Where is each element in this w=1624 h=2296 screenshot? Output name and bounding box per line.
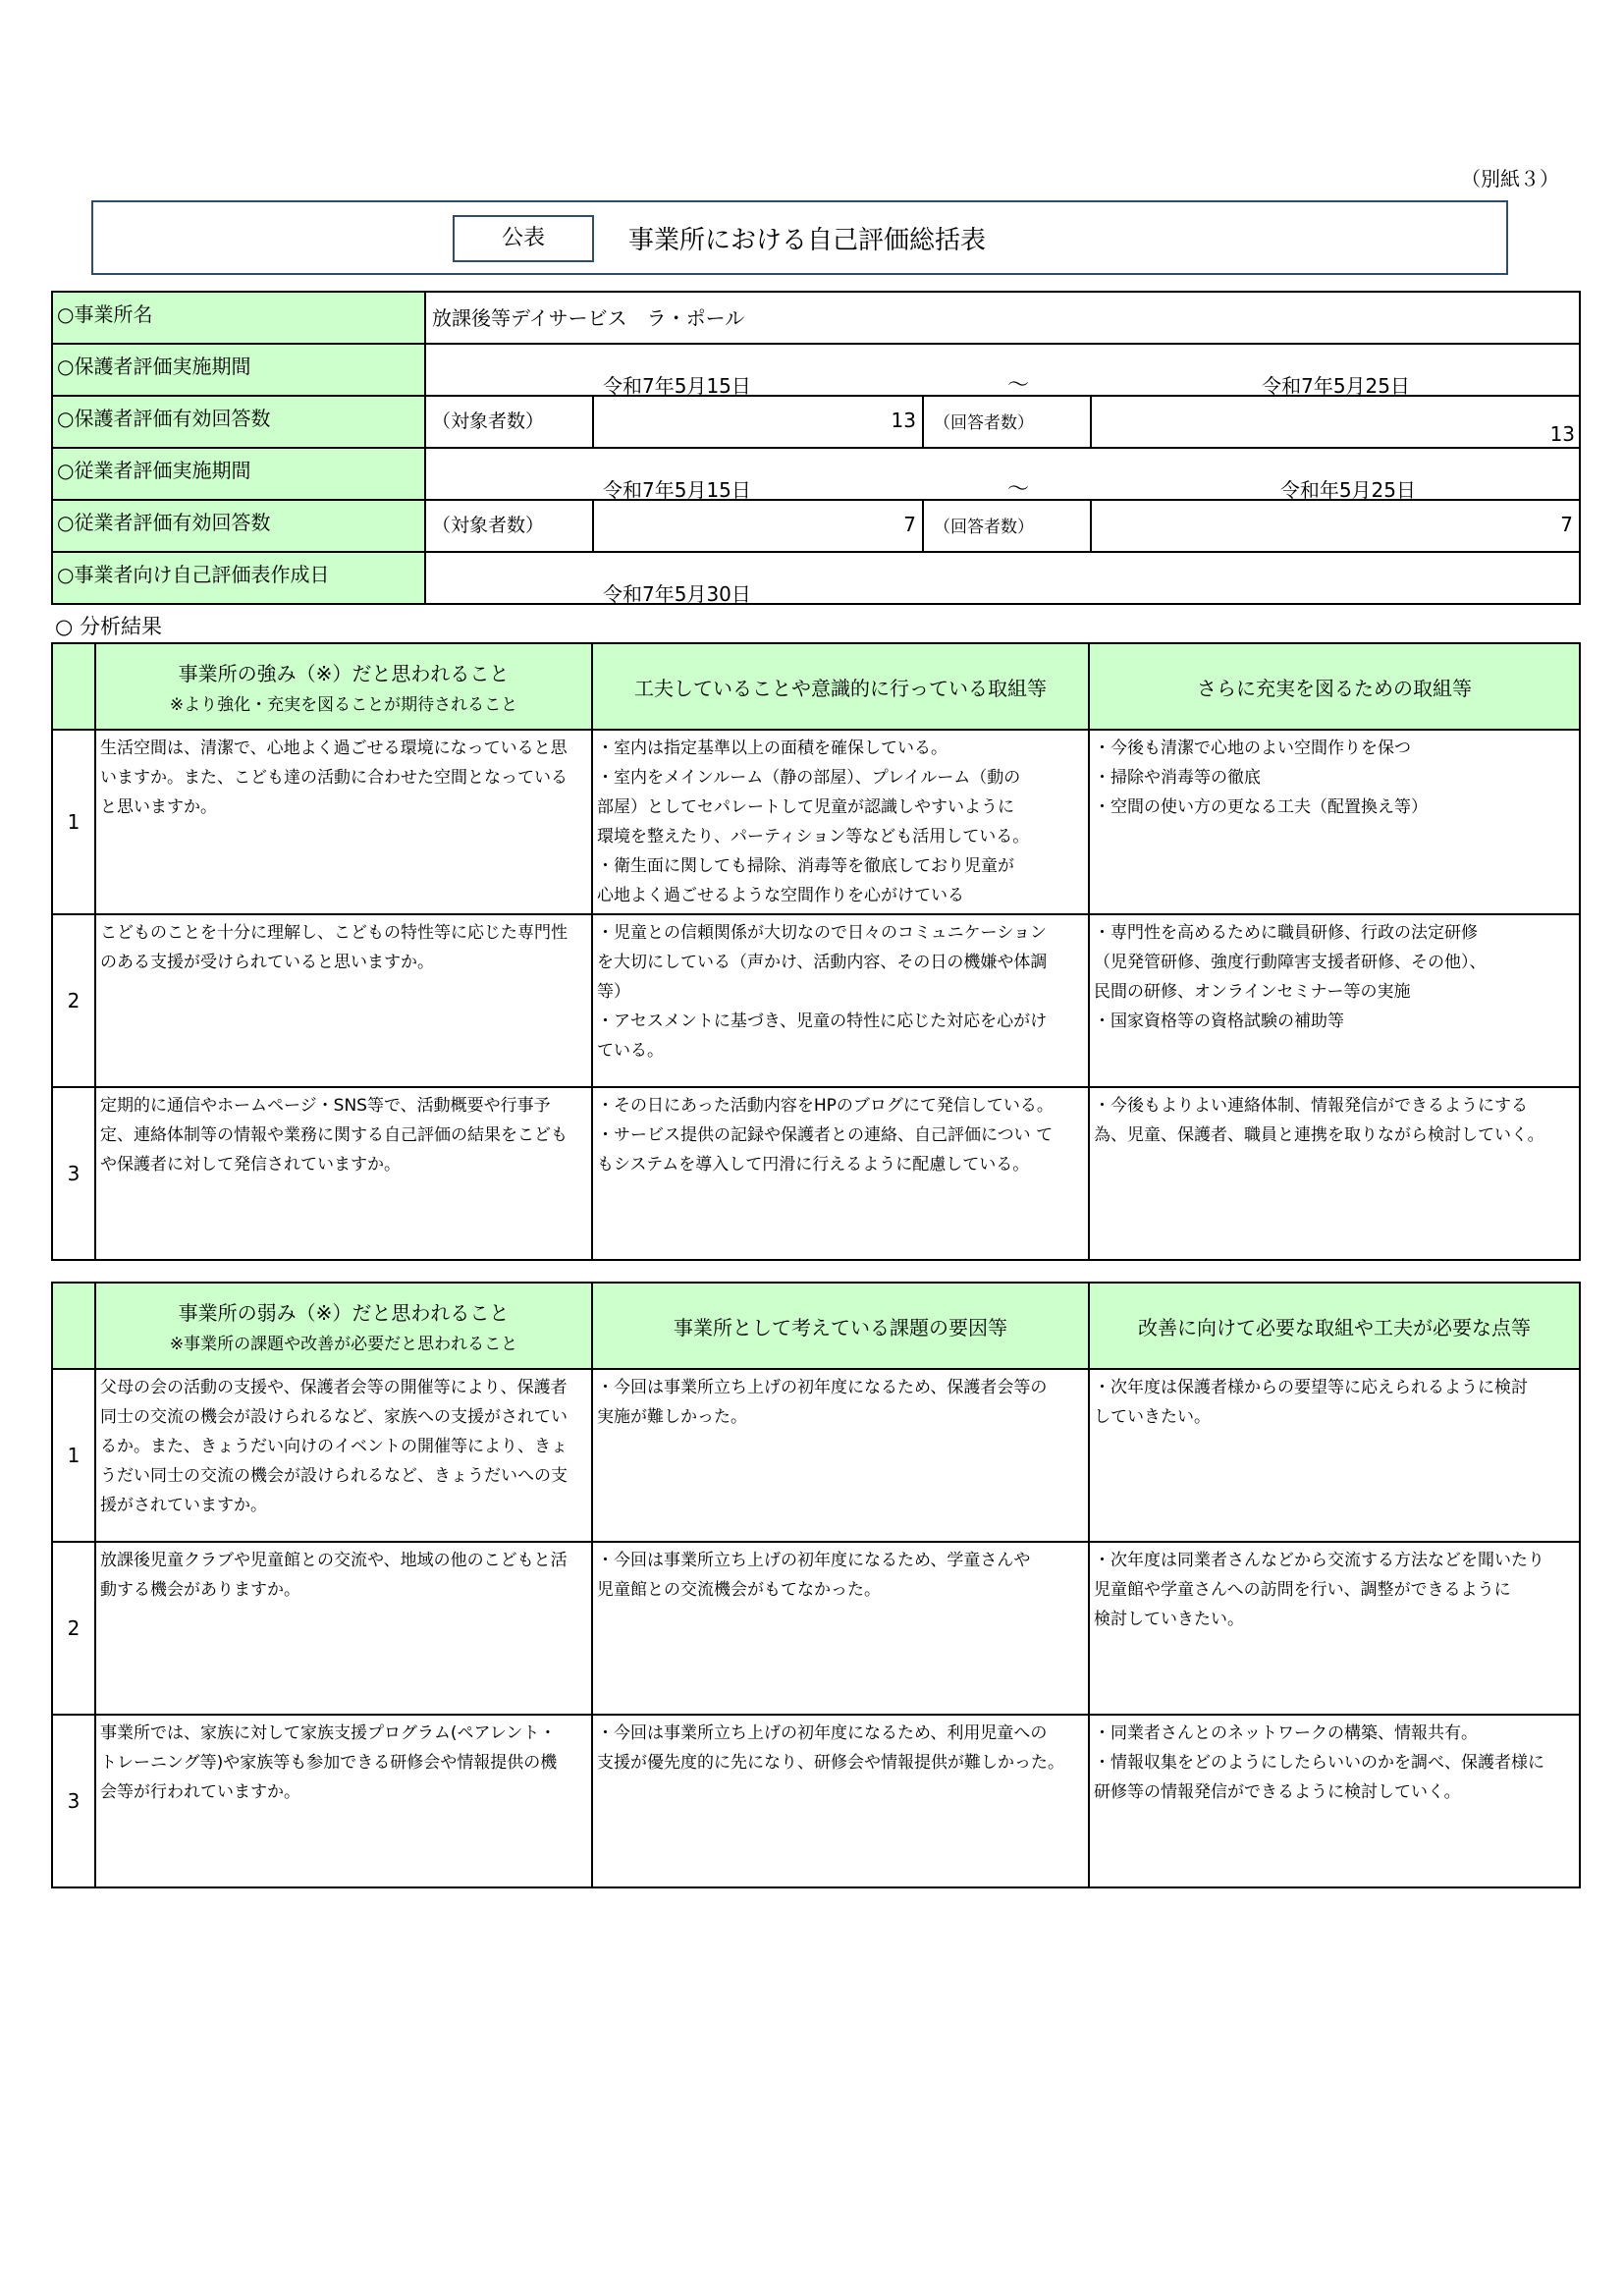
weaknesses-further-cell	[1089, 1715, 1580, 1887]
guardian-answer-label: （回答者数）	[923, 396, 1091, 448]
text-line: ・アセスメントに基づき、児童の特性に応じた対応を心がけ	[597, 1011, 1048, 1031]
text-line: 研修等の情報発信ができるように検討していく。	[1094, 1782, 1461, 1802]
text-line: 定期的に通信やホームページ・SNS等で、活動概要や行事予	[100, 1096, 551, 1116]
row-number: 2	[52, 1542, 95, 1715]
created-date-row	[52, 552, 1580, 604]
strengths-col3-header: さらに充実を図るための取組等	[1089, 643, 1580, 730]
text-line: 民間の研修、オンラインセミナー等の実施	[1094, 982, 1411, 1002]
staff-valid-row	[52, 500, 1580, 552]
text-line: ・掃除や消毒等の徹底	[1094, 768, 1261, 788]
text-line: こどものことを十分に理解し、こどもの特性等に応じた専門性	[100, 923, 568, 943]
text-line: していきたい。	[1094, 1407, 1211, 1427]
text-line: 心地よく過ごせるような空間作りを心がけている	[597, 886, 964, 905]
guardian-period-value	[425, 344, 1580, 396]
strengths-further-cell	[1089, 914, 1580, 1087]
text-line: ・室内をメインルーム（静の部屋）、プレイルーム（動の	[597, 768, 1021, 788]
text-line: 生活空間は、清潔で、心地よく過ごせる環境になっていると思	[100, 738, 568, 758]
weaknesses-further-cell	[1089, 1542, 1580, 1715]
text-line: 児童館との交流機会がもてなかった。	[597, 1580, 881, 1600]
guardian-period-label: ○保護者評価実施期間	[52, 344, 425, 396]
text-line: 動する機会がありますか。	[100, 1580, 300, 1600]
facility-info-table	[51, 291, 1581, 605]
weaknesses-row	[52, 1542, 1580, 1715]
strengths-header-row	[52, 643, 1580, 730]
guardian-period-start: 令和7年5月15日	[603, 374, 751, 398]
text-line: （児発管研修、強度行動障害支援者研修、その他）、	[1094, 953, 1487, 972]
text-line: 放課後児童クラブや児童館との交流や、地域の他のこどもと活	[100, 1551, 568, 1570]
text-line: ・サービス提供の記録や保護者との連絡、自己評価につい て	[597, 1125, 1054, 1145]
guardian-valid-row	[52, 396, 1580, 448]
text-line: ・専門性を高めるために職員研修、行政の法定研修	[1094, 923, 1478, 943]
row-number: 3	[52, 1087, 95, 1260]
strengths-further-cell	[1089, 730, 1580, 914]
strengths-row	[52, 730, 1580, 914]
publication-badge: 公表	[453, 215, 594, 262]
text-line: ・その日にあった活動内容をHPのブログにて発信している。	[597, 1096, 1054, 1116]
facility-name-value: 放課後等デイサービス ラ・ポール	[425, 292, 1580, 344]
staff-target-label: （対象者数）	[425, 500, 593, 552]
staff-period-end: 令和年5月25日	[1279, 478, 1417, 502]
strengths-col2-header: 工夫していることや意識的に行っている取組等	[592, 643, 1089, 730]
guardian-target-label: （対象者数）	[425, 396, 593, 448]
text-line: 為、児童、保護者、職員と連携を取りながら検討していく。	[1094, 1125, 1544, 1145]
strengths-further-cell	[1089, 1087, 1580, 1260]
analysis-heading: ○ 分析結果	[55, 615, 162, 638]
strengths-effort-cell	[592, 914, 1089, 1087]
header-number-cell	[52, 643, 95, 730]
strengths-row	[52, 914, 1580, 1087]
text-line: ・情報収集をどのようにしたらいいのかを調べ、保護者様に	[1094, 1753, 1544, 1773]
text-line: 事業所では、家族に対して家族支援プログラム(ペアレント・	[100, 1723, 557, 1743]
weaknesses-row	[52, 1715, 1580, 1887]
text-line: 実施が難しかった。	[597, 1407, 747, 1427]
text-line: ・今回は事業所立ち上げの初年度になるため、学童さんや	[597, 1551, 1031, 1570]
text-line: ている。	[597, 1041, 664, 1061]
weaknesses-item-cell	[95, 1715, 592, 1887]
text-line: 同士の交流の機会が設けられるなど、家族への支援がされてい	[100, 1407, 568, 1427]
row-number: 1	[52, 730, 95, 914]
staff-period-label: ○従業者評価実施期間	[52, 448, 425, 500]
weaknesses-col1-title: 事業所の弱み（※）だと思われること	[178, 1301, 510, 1325]
strengths-effort-cell	[592, 1087, 1089, 1260]
text-line: ・衛生面に関しても掃除、消毒等を徹底しており児童が	[597, 856, 1014, 876]
weaknesses-col1-header	[95, 1283, 592, 1369]
weaknesses-effort-cell	[592, 1369, 1089, 1542]
tilde-separator: ～	[1007, 373, 1030, 398]
page-title: 事業所における自己評価総括表	[628, 226, 987, 255]
weaknesses-col3-header: 改善に向けて必要な取組や工夫が必要な点等	[1089, 1283, 1580, 1369]
guardian-period-row	[52, 344, 1580, 396]
weaknesses-table	[51, 1282, 1581, 1888]
created-date: 令和7年5月30日	[603, 582, 751, 606]
staff-answer-count: 7	[1091, 500, 1580, 552]
text-line: ・次年度は同業者さんなどから交流する方法などを聞いたり	[1094, 1551, 1544, 1570]
text-line: 支援が優先度的に先になり、研修会や情報提供が難しかった。	[597, 1753, 1064, 1773]
guardian-period-end: 令和7年5月25日	[1262, 374, 1411, 398]
text-line: 会等が行われていますか。	[100, 1782, 300, 1802]
created-date-value	[425, 552, 1580, 604]
text-line: 等）	[597, 982, 630, 1002]
weaknesses-row	[52, 1369, 1580, 1542]
text-line: を大切にしている（声かけ、活動内容、その日の機嫌や体調	[597, 953, 1048, 972]
title-box	[91, 200, 1508, 275]
text-line: ・同業者さんとのネットワークの構築、情報共有。	[1094, 1723, 1478, 1743]
text-line: 父母の会の活動の支援や、保護者会等の開催等により、保護者	[100, 1378, 568, 1397]
header-number-cell	[52, 1283, 95, 1369]
weaknesses-col2-header: 事業所として考えている課題の要因等	[592, 1283, 1089, 1369]
staff-target-count: 7	[593, 500, 923, 552]
text-line: うだい同士の交流の機会が設けられるなど、きょうだいへの支	[100, 1466, 568, 1486]
text-line: のある支援が受けられていると思いますか。	[100, 953, 434, 972]
text-line: ・今回は事業所立ち上げの初年度になるため、保護者会等の	[597, 1378, 1048, 1397]
strengths-table	[51, 642, 1581, 1261]
text-line: 児童館や学童さんへの訪問を行い、調整ができるように	[1094, 1580, 1511, 1600]
strengths-item-cell	[95, 730, 592, 914]
strengths-row	[52, 1087, 1580, 1260]
weaknesses-item-cell	[95, 1369, 592, 1542]
guardian-target-count: 13	[593, 396, 923, 448]
weaknesses-effort-cell	[592, 1715, 1089, 1887]
strengths-effort-cell	[592, 730, 1089, 914]
staff-valid-label: ○従業者評価有効回答数	[52, 500, 425, 552]
strengths-col1-title: 事業所の強み（※）だと思われること	[178, 662, 510, 685]
strengths-col1-note: ※より強化・充実を図ることが期待されること	[169, 695, 518, 715]
text-line: や保護者に対して発信されていますか。	[100, 1155, 401, 1175]
text-line: ・今回は事業所立ち上げの初年度になるため、利用児童への	[597, 1723, 1048, 1743]
facility-name-label: ○事業所名	[52, 292, 425, 344]
tilde-separator: ～	[1007, 477, 1030, 502]
text-line: いますか。また、こども達の活動に合わせた空間となっている	[100, 768, 568, 788]
strengths-item-cell	[95, 1087, 592, 1260]
text-line: 定、連絡体制等の情報や業務に関する自己評価の結果をこども	[100, 1125, 568, 1145]
weaknesses-further-cell	[1089, 1369, 1580, 1542]
text-line: 部屋）としてセパレートして児童が認識しやすいように	[597, 797, 1014, 817]
guardian-answer-count: 13	[1091, 396, 1580, 448]
text-line: るか。また、きょうだい向けのイベントの開催等により、きょ	[100, 1437, 568, 1456]
text-line: 環境を整えたり、パーティション等なども活用している。	[597, 827, 1030, 847]
text-line: ・空間の使い方の更なる工夫（配置換え等）	[1094, 797, 1428, 817]
annex-label: （別紙３）	[1461, 167, 1559, 191]
guardian-valid-label: ○保護者評価有効回答数	[52, 396, 425, 448]
text-line: 援がされていますか。	[100, 1496, 267, 1515]
created-date-label: ○事業者向け自己評価表作成日	[52, 552, 425, 604]
text-line: ・児童との信頼関係が大切なので日々のコミュニケーション	[597, 923, 1047, 943]
weaknesses-col1-note: ※事業所の課題や改善が必要だと思われること	[169, 1335, 518, 1354]
facility-name-row	[52, 292, 1580, 344]
staff-answer-label: （回答者数）	[923, 500, 1091, 552]
row-number: 2	[52, 914, 95, 1087]
text-line: ・次年度は保護者様からの要望等に応えられるように検討	[1094, 1378, 1528, 1397]
text-line: トレーニング等)や家族等も参加できる研修会や情報提供の機	[100, 1753, 558, 1773]
staff-period-start: 令和7年5月15日	[603, 478, 751, 502]
text-line: ・今後もよりよい連絡体制、情報発信ができるようにする	[1094, 1096, 1528, 1116]
staff-period-row	[52, 448, 1580, 500]
text-line: ・室内は指定基準以上の面積を確保している。	[597, 738, 947, 758]
text-line: 検討していきたい。	[1094, 1610, 1244, 1629]
weaknesses-item-cell	[95, 1542, 592, 1715]
row-number: 3	[52, 1715, 95, 1887]
row-number: 1	[52, 1369, 95, 1542]
strengths-item-cell	[95, 914, 592, 1087]
text-line: ・今後も清潔で心地のよい空間作りを保つ	[1094, 738, 1411, 758]
text-line: ・国家資格等の資格試験の補助等	[1094, 1011, 1344, 1031]
strengths-col1-header	[95, 643, 592, 730]
weaknesses-effort-cell	[592, 1542, 1089, 1715]
staff-period-value	[425, 448, 1580, 500]
weaknesses-header-row	[52, 1283, 1580, 1369]
text-line: もシステムを導入して円滑に行えるように配慮している。	[597, 1155, 1030, 1175]
text-line: と思いますか。	[100, 797, 217, 817]
